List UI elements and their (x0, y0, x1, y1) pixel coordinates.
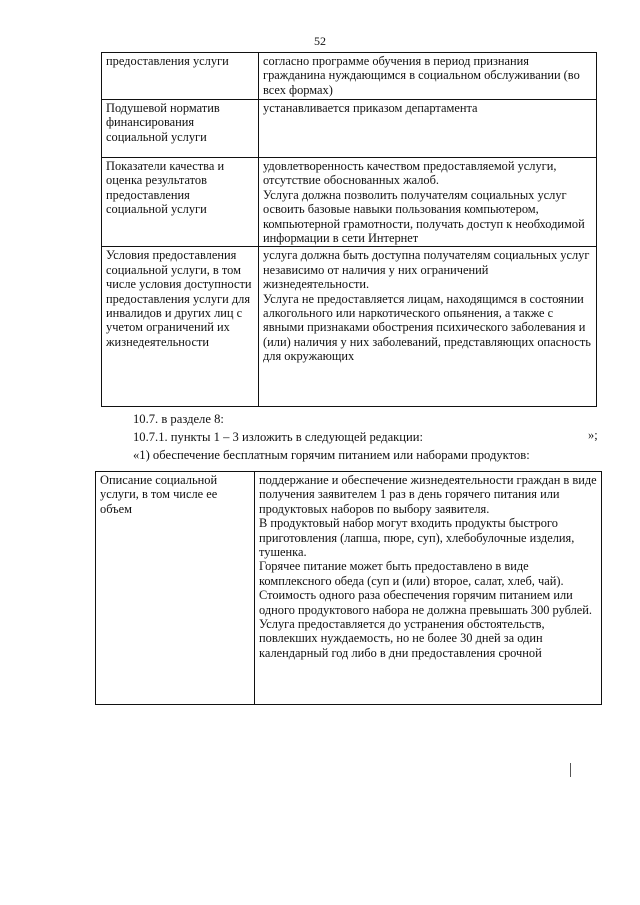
row-label: Показатели качества и оценка результатов предоставления социальной услуги (102, 158, 259, 247)
service-description-table (95, 471, 602, 705)
table-row (102, 53, 597, 100)
row-value-paragraph: услуга должна быть доступна получателям социальных услуг независимо от наличия у них ограничений жизнедеятельности. (263, 248, 590, 292)
item-heading: «1) обеспечение бесплатным горячим питанием или наборами продуктов: (133, 448, 530, 462)
row-value-paragraph: поддержание и обеспечение жизнедеятельности граждан в виде получения заявителем 1 раз в день горячего питания или продуктовых наборов по выбору заявителя. (259, 473, 597, 516)
row-value-paragraph: Стоимость одного раза обеспечения горячим питанием или одного продуктового набора не должна превышать 300 рублей. (259, 588, 593, 617)
table-row (96, 472, 602, 705)
amendment-instruction: 10.7.1. пункты 1 – 3 изложить в следующей редакции: (133, 430, 424, 444)
row-label: Описание социальной услуги, в том числе ее объем (96, 472, 255, 705)
row-value (259, 100, 597, 158)
row-value-paragraph: удовлетворенность качеством предоставляемой услуги, отсутствие обоснованных жалоб. (263, 159, 557, 188)
closing-quote: »; (588, 428, 598, 442)
row-value-paragraph: Услуга предоставляется до устранения обстоятельств, повлекших нуждаемость, но не более 30 дней за один календарный год либо в дни предоставления срочной (259, 617, 545, 660)
row-label: Условия предоставления социальной услуги, в том числе условия доступности предоставления услуги для инвалидов и других лиц с учетом ограничений их жизнедеятельности (102, 247, 259, 407)
row-value-paragraph: Услуга должна позволить получателям социальных услуг освоить базовые навыки пользования компьютером, компьютерной грамотности, получать доступ к необходимой информации в сети Интернет (263, 187, 585, 246)
row-value (255, 472, 602, 705)
service-table-continued (101, 52, 597, 407)
row-value-paragraph: устанавливается приказом департамента (263, 101, 478, 115)
row-label: предоставления услуги (102, 53, 259, 100)
scan-mark (570, 763, 571, 777)
section-heading: 10.7. в разделе 8: (133, 412, 224, 426)
row-value (259, 158, 597, 247)
row-label: Подушевой норматив финансирования социальной услуги (102, 100, 259, 158)
page-number: 52 (314, 34, 326, 48)
row-value-paragraph: согласно программе обучения в период признания гражданина нуждающимся в социальном обслуживании (во всех формах) (263, 54, 580, 97)
table-row (102, 158, 597, 247)
row-value-paragraph: В продуктовый набор могут входить продукты быстрого приготовления (лапша, пюре, суп), хлебобулочные изделия, тушенка. (259, 516, 575, 560)
row-value-paragraph: Горячее питание может быть предоставлено в виде комплексного обеда (суп и (или) второе, салат, хлеб, чай). (259, 559, 564, 588)
row-value (259, 53, 597, 100)
row-value (259, 247, 597, 407)
row-value-paragraph: Услуга не предоставляется лицам, находящимся в состоянии алкогольного или наркотического опьянения, а также с явными признаками обострения психического заболевания и (или) наличия у них заболеваний, представляющих опасность для окружающих (263, 291, 591, 364)
table-row (102, 100, 597, 158)
table-row (102, 247, 597, 407)
